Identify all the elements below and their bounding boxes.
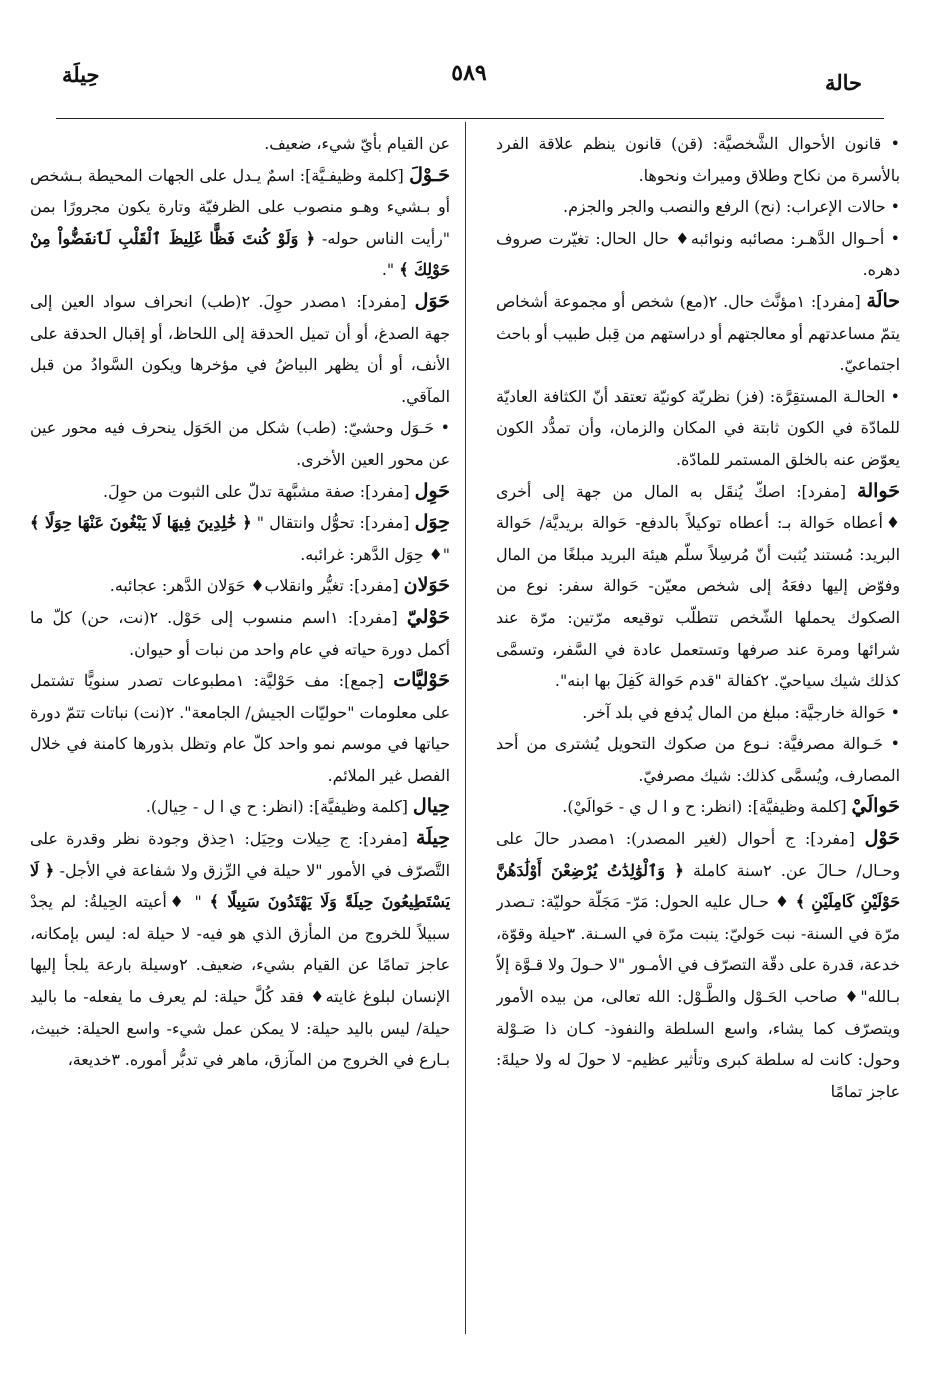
entry [496, 697, 900, 729]
entry [496, 223, 900, 286]
right-column [496, 128, 900, 1328]
entry [496, 286, 900, 381]
headword: حِيال [412, 795, 450, 818]
headword: حِوَل [414, 511, 450, 534]
entry [30, 791, 450, 823]
entry [496, 823, 900, 1107]
headword: حَوالَيْ [851, 795, 900, 818]
page-header [30, 52, 908, 102]
running-head-right: حالة [824, 70, 862, 95]
entry [496, 381, 900, 476]
headword: حِيلَة [416, 827, 450, 850]
entry-text: [كلمة وظيفـيَّة]: اسمٌ يـدل على الجهات المحيطة بـشخص أو بـشيء وهـو منصوب على الظرفيّة وتارة يكون مجرورًا بمن "رأيت الناس حوله- [30, 165, 450, 248]
entry [30, 476, 450, 508]
headword: حَوْليّ [406, 605, 450, 628]
entry-text: • الحالـة المستقِرَّة: (فز) نظريّة كونيّة تعتقد أنّ الكثافة العاديّة للمادّة في الكون ثابتة في المكان والزمان، وأن تمدُّد الكون يعوّض عنه بالخلق المستمر للمادّة. [496, 386, 900, 469]
entry [496, 476, 900, 697]
entry-text: [مفرد]: اصكّ يُنقَل به المال من جهة إلى أخرى ♦أعطاه حَوالة بـ: أعطاه توكيلاً بالدفع- حَوالة بريديَّة/ حَوالة البريد: مُستند يُثبت أنّ مُرسِلاً سلّم هيئة البريد مبلغًا من المال وفوّض إليها دفعَهُ إلى شخص معيّن- حَوالة سفر: نوع من الصكوك يحملها الشّخص تتطلّب توقيعه مرّتين: مرّة عند شرائها ومرة عند صرفها وتستعمل عادة في السَّفر، وتسمَّى كذلك شيك سياحيّ. ٢كفالة "قدم حَوالة كَفِلَ بها ابنه". [496, 481, 900, 691]
entry-text: • حالات الإعراب: (نح) الرفع والنصب والجر والجزم. [563, 197, 900, 217]
entry [496, 128, 900, 191]
entry [30, 128, 450, 160]
entry [496, 728, 900, 791]
running-head-left: حِيلَة [62, 62, 100, 87]
entry-text: عن القيام بأيّ شيء، ضعيف. [264, 134, 450, 153]
entry-text: • حَوالة خارجيَّة: مبلغ من المال يُدفع في بلد آخر. [582, 702, 900, 722]
headword: حَوِل [414, 479, 450, 502]
entry-text: [مفرد]: تغيُّر وانقلاب♦ حَوَلان الدَّهر: عجائبه. [109, 576, 404, 596]
left-column [30, 128, 450, 1328]
quran-quote: ﴿ وَٱلْوَٰلِدَٰتُ يُرْضِعْنَ أَوْلَٰدَهُنَّ حَوْلَيْنِ كَامِلَيْنِ ﴾ [496, 860, 900, 912]
entry-text: [كلمة وظيفيَّة]: (انظر: ح ي ا ل - حِيال). [145, 797, 413, 817]
headword: حالَة [866, 289, 900, 312]
entry-text: [كلمة وظيفيَّة]: (انظر: ح و ا ل ي - حَوالَيْ). [562, 797, 852, 817]
headword: حَوَلان [403, 574, 450, 597]
entry [30, 286, 450, 412]
entry-text: [مفرد]: صفة مشبَّهة تدلّ على الثبوت من حوِلَ. [102, 481, 415, 501]
headword: حَوْليَّات [393, 669, 450, 692]
entry [30, 570, 450, 602]
entry-text: [مفرد]: ١اسم منسوب إلى حَوْل. ٢(نت، حن) كلّ ما أكمل دورة حياته في عام واحد من نبات أو حيوان. [30, 607, 450, 659]
entry-text: [مفرد]: تحوُّل وانتقال " [251, 513, 415, 533]
entry-text: [مفرد]: ١مؤنَّث حال. ٢(مع) شخص أو مجموعة أشخاص يتمّ مساعدتهم أو معالجتهم أو دراستهم من قِبل طبيب أو باحث اجتماعيّ. [496, 291, 900, 375]
page-number: ٥٨٩ [451, 60, 487, 86]
quran-quote: ﴿ وَلَوْ كُنتَ فَظًّا غَلِيظَ ٱلْقَلْبِ لَٱنفَضُّواْ مِنْ حَوْلِكَ ﴾ [30, 228, 450, 280]
headword: حَـوْلَ [409, 163, 450, 186]
quran-quote: ﴿ خَٰلِدِينَ فِيهَا لَا يَبْغُونَ عَنْهَا حِوَلًا ﴾ [30, 513, 252, 533]
entry [30, 507, 450, 570]
entry-text: [مفرد]: ج أحوال (لغير المصدر): ١مصدر حالَ على وحـال/ حـالَ عن. ٢سنة كاملة [496, 829, 900, 880]
entry [30, 823, 450, 1076]
entry [496, 191, 900, 223]
entry [30, 602, 450, 665]
entry-text: • قانون الأحوال الشَّخصيَّة: (قن) قانون ينظم علاقة الفرد بالأسرة من نكاح وطلاق وميراث ونحوها. [496, 134, 900, 185]
entry-text: " ♦أعيته الحِيلةُ: لم يجدْ سبيلاً للخروج من المأزق الذي هو فيه- لا حيلة له: ليس بإمكانه، عاجز تمامًا عن القيام بشيء، ضعيف. ٢وسيلة بارعة يلجأ إليها الإنسان لبلوغ غايته♦ فقد كُلَّ حيلة: لم يعرف ما يفعله- ما باليد حيلة/ ليس باليد حيلة: لا يمكن عمل شيء- واسع الحيلة: خبيث، بـارع في الخروج من المآزق، ماهر في تدبُّر أموره. ٣خديعة، [30, 892, 450, 1070]
entry-text: ". [381, 260, 400, 280]
headword: حَوْل [864, 827, 900, 850]
entry-text: [جمع]: مف حَوْليَّة: ١مطبوعات تصدر سنويًّا تشتمل على معلومات "حوليّات الجيش/ الجامعة". ٢(نت) نباتات تتمّ دورة حياتها في موسم نمو واحد كلّ عام وتظل بذورها كامنة في خلال الفصل غير الملائم. [30, 671, 450, 785]
quran-quote: ﴿ لَا يَسْتَطِيعُونَ حِيلَةً وَلَا يَهْتَدُونَ سَبِيلًا ﴾ [30, 860, 450, 912]
column-divider [465, 122, 466, 1334]
header-rule [56, 118, 884, 119]
headword: حَوَل [414, 289, 450, 312]
entry-text: • حَـوالة مصرفيَّة: نـوع من صكوك التحويل يُشترى من أحد المصارف، ويُسمَّى كذلك: شيك مصرفيّ. [496, 734, 900, 785]
entry [30, 160, 450, 286]
entry-text: ♦ حـال عليه الحول: مَرّ- مَجَلّة حوليّة: تـصدر مرّة في السنة- نبت حَوليّ: ينبت مرّة في السـنة. ٣حيلة وقوّة، خدعة، قدرة على دقّة التصرّف في الأمـور "لا حـولَ ولا قـوَّة إلاّ بـالله"♦ صاحب الحَـوْل والطَّـوْل: الله تعالى، من بيده الأمور ويتصرّف كما يشاء، واسع السلطة والنفوذ- كـان ذا صَـوْلة وحول: كانت له سلطة كبرى وتأثير عظيم- لا حولَ له ولا حيلةَ: عاجز تمامًا [496, 892, 900, 1101]
entry-text: [مفرد]: ١مصدر حوِلَ. ٢(طب) انحراف سواد العين إلى جهة الصدغ، أو أن تميل الحدقة إلى اللحاظ، أو إقبال الحدقة على الأنف، أو أن يظهر البياضُ في مؤخرها ويكون السَّوادُ من قبل المآقي. [30, 291, 450, 406]
entry-text: [مفرد]: ج حِيلات وحِيَل: ١حِذق وجودة نظر وقدرة على التَّصرّف في الأمور "لا حيلة في الرِّزق ولا شفاعة في الأجل- [30, 829, 450, 880]
entry [30, 412, 450, 475]
headword: حَوالة [857, 479, 900, 502]
entry-text: • حَـوَل وحشيّ: (طب) شكل من الحَوَل ينحرف فيه محور عين عن محور العين الأخرى. [30, 418, 450, 469]
entry [30, 665, 450, 791]
entry-text: "♦ حِوَل الدَّهر: غرائبه. [300, 544, 450, 564]
entry [496, 791, 900, 823]
entry-text: • أحـوال الدَّهـر: مصائبه ونوائبه♦ حال الحال: تغيّرت صروف دهره. [496, 228, 900, 280]
